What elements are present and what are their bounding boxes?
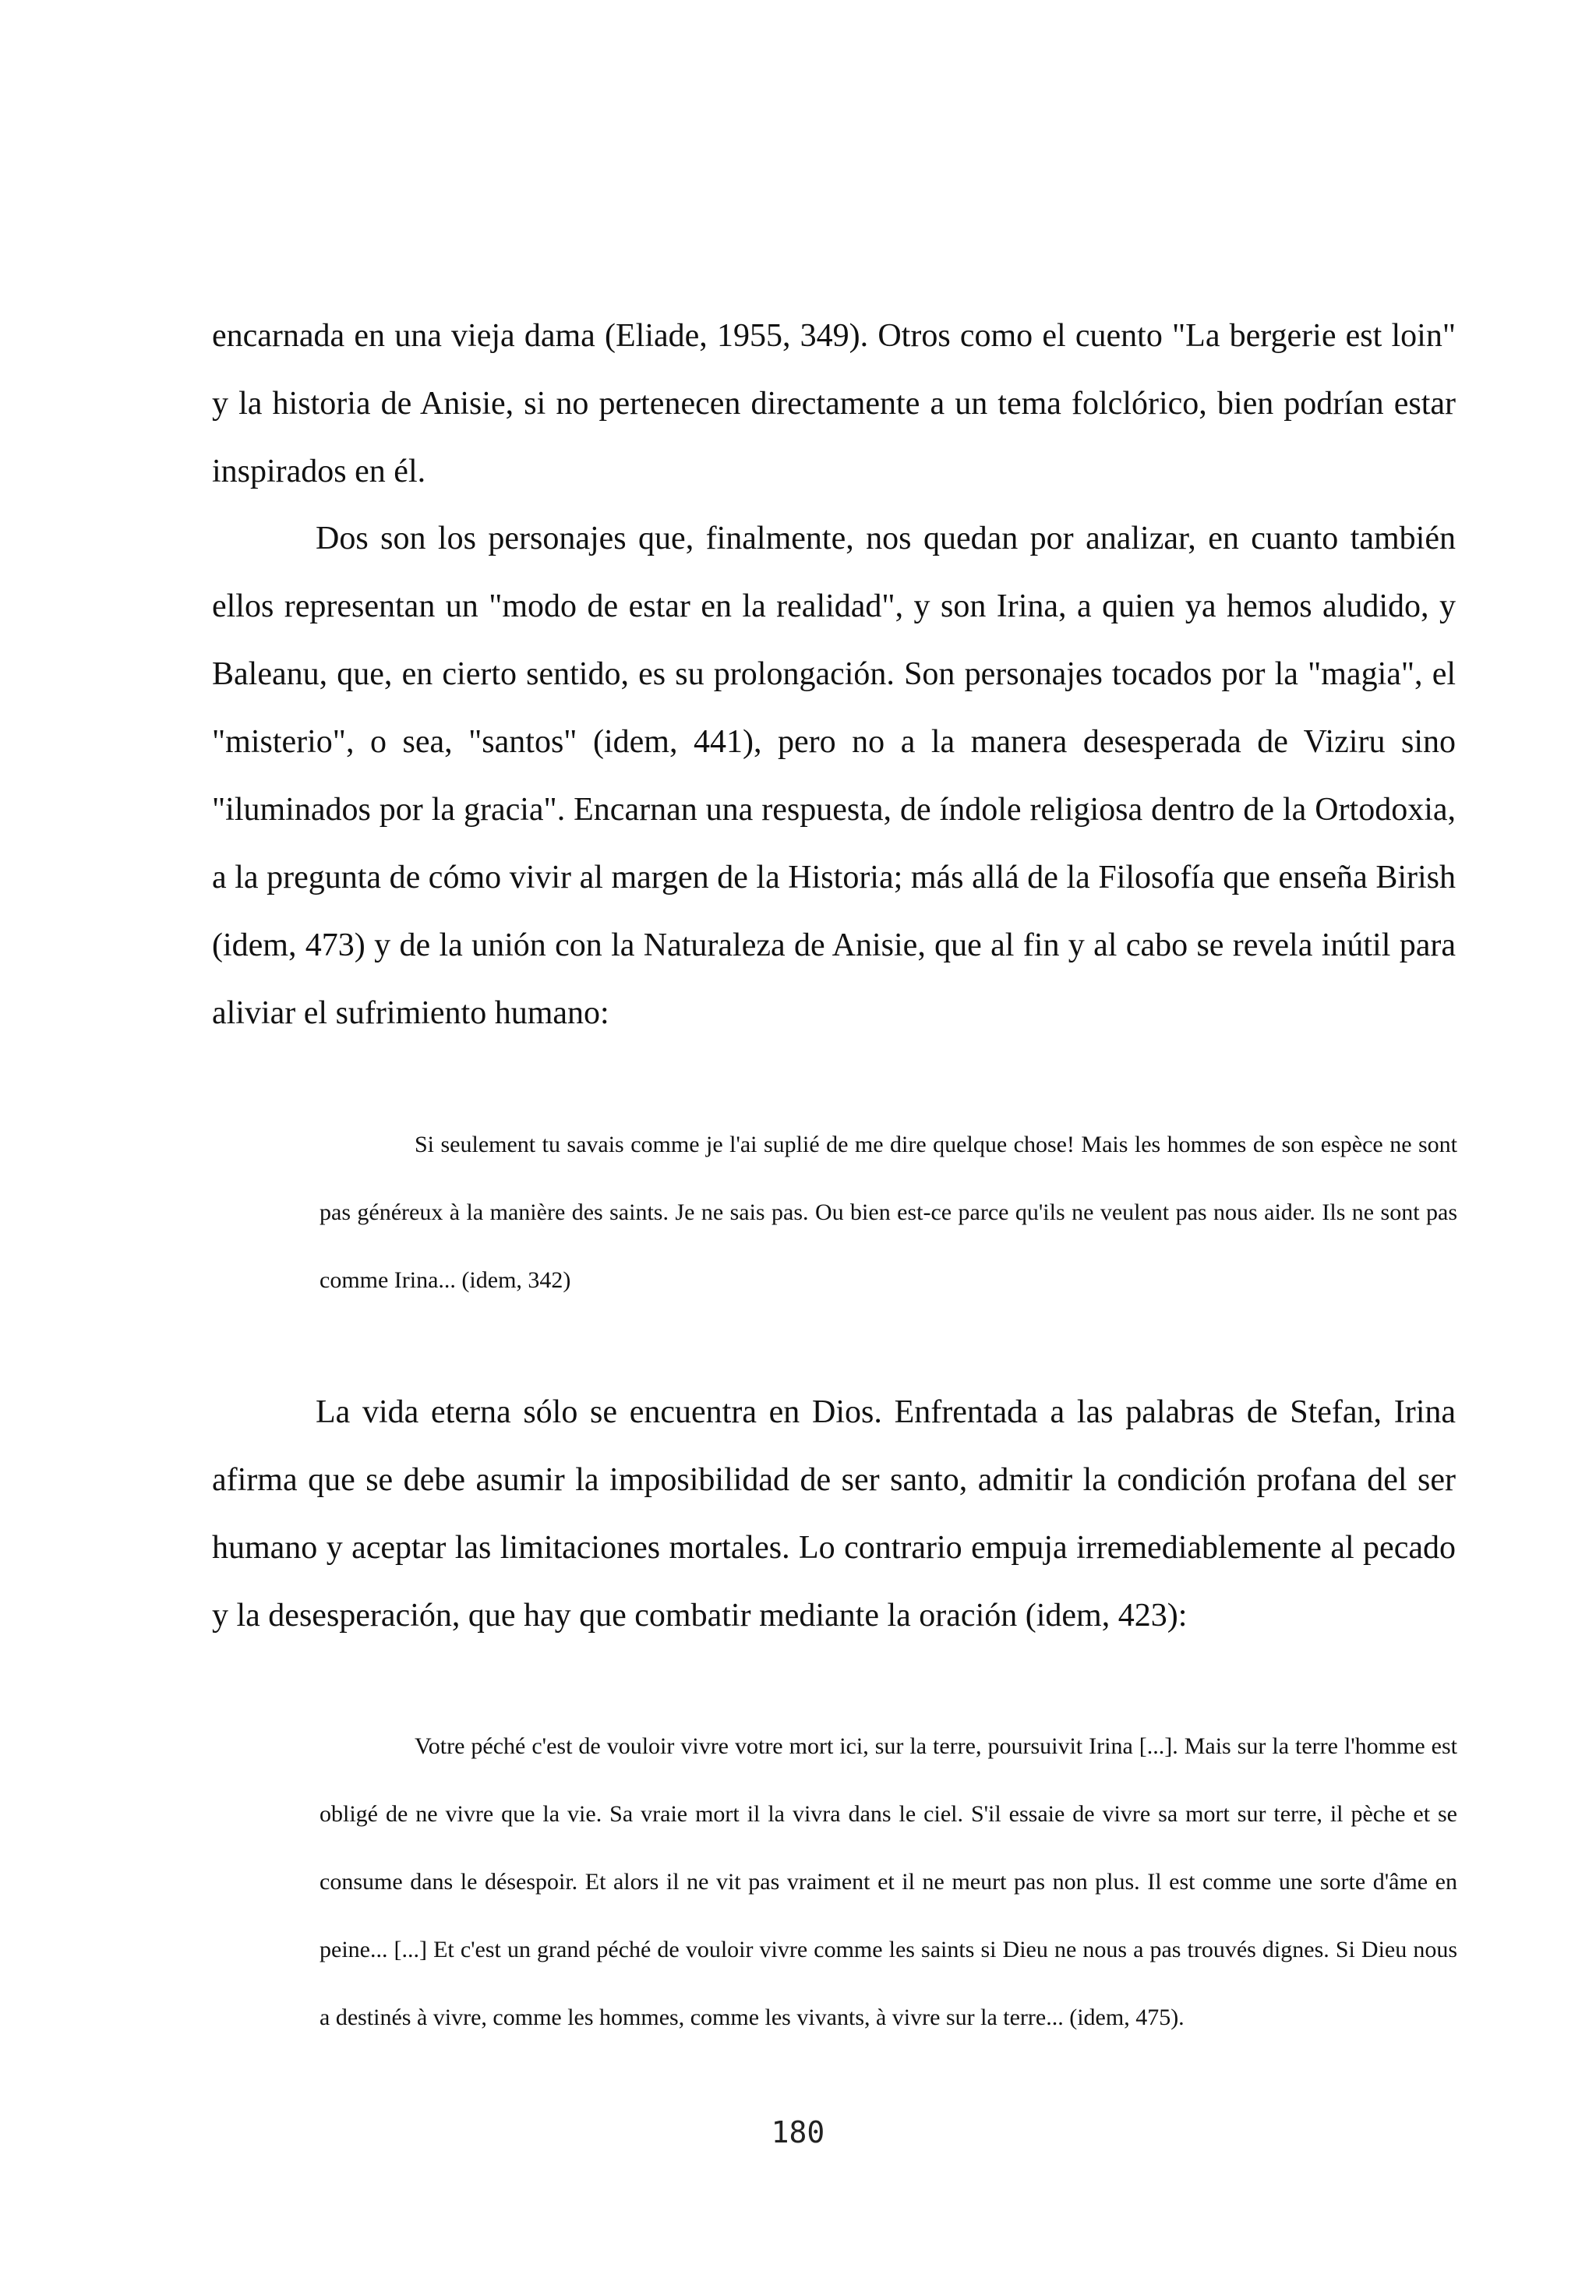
page-number: 180 xyxy=(771,2115,825,2149)
body-paragraph-eternal-life xyxy=(212,1379,1456,1650)
body-paragraph-characters xyxy=(212,505,1456,1047)
body-paragraph-continuation xyxy=(212,302,1456,506)
block-quote-first xyxy=(320,1111,1457,1314)
paragraph-text: Dos son los personajes que, finalmente, nos quedan por analizar, en cuanto también ellos representan un "modo de estar en la realidad", y son Irina, a quien ya hemos aludido, y Baleanu, que, en cierto sentido, es su prolongación. Son personajes tocados por la "magia", el "misterio", o sea, "santos" (idem, 441), pero no a la manera desesperada de Viziru sino "iluminados por la gracia". Encarnan una respuesta, de índole religiosa dentro de la Ortodoxia, a la pregunta de cómo vivir al margen de la Historia; más allá de la Filosofía que enseña Birish (idem, 473) y de la unión con la Naturaleza de Anisie, que al fin y al cabo se revela inútil para aliviar el sufrimiento humano: xyxy=(212,521,1456,1031)
quote-text: Votre péché c'est de vouloir vivre votre mort ici, sur la terre, poursuivit Irina [...]. Mais sur la terre l'homme est obligé de ne vivre que la vie. Sa vraie mort il la vivra dans le ciel. S'il essaie de vivre sa mort sur terre, il pèche et se consume dans le désespoir. Et alors il ne vit pas vraiment et il ne meurt pas non plus. Il est comme une sorte d'âme en peine... [...] Et c'est un grand péché de vouloir vivre comme les saints si Dieu ne nous a pas trouvés dignes. Si Dieu nous a destinés à vivre, comme les hommes, comme les vivants, à vivre sur la terre... (idem, 475). xyxy=(320,1733,1457,2030)
quote-text: Si seulement tu savais comme je l'ai suplié de me dire quelque chose! Mais les hommes de son espèce ne sont pas généreux à la manière des saints. Je ne sais pas. Ou bien est-ce parce qu'ils ne veulent pas nous aider. Ils ne sont pas comme Irina... (idem, 342) xyxy=(320,1132,1457,1293)
paragraph-text: encarnada en una vieja dama (Eliade, 1955, 349). Otros como el cuento "La bergerie est loin" y la historia de Anisie, si no pertenecen directamente a un tema folclórico, bien podrían estar inspirados en él. xyxy=(212,318,1456,489)
block-quote-second xyxy=(320,1712,1457,2051)
paragraph-text: La vida eterna sólo se encuentra en Dios. Enfrentada a las palabras de Stefan, Irina afirma que se debe asumir la imposibilidad de ser santo, admitir la condición profana del ser humano y aceptar las limitaciones mortales. Lo contrario empuja irremediablemente al pecado y la desesperación, que hay que combatir mediante la oración (idem, 423): xyxy=(212,1394,1456,1634)
